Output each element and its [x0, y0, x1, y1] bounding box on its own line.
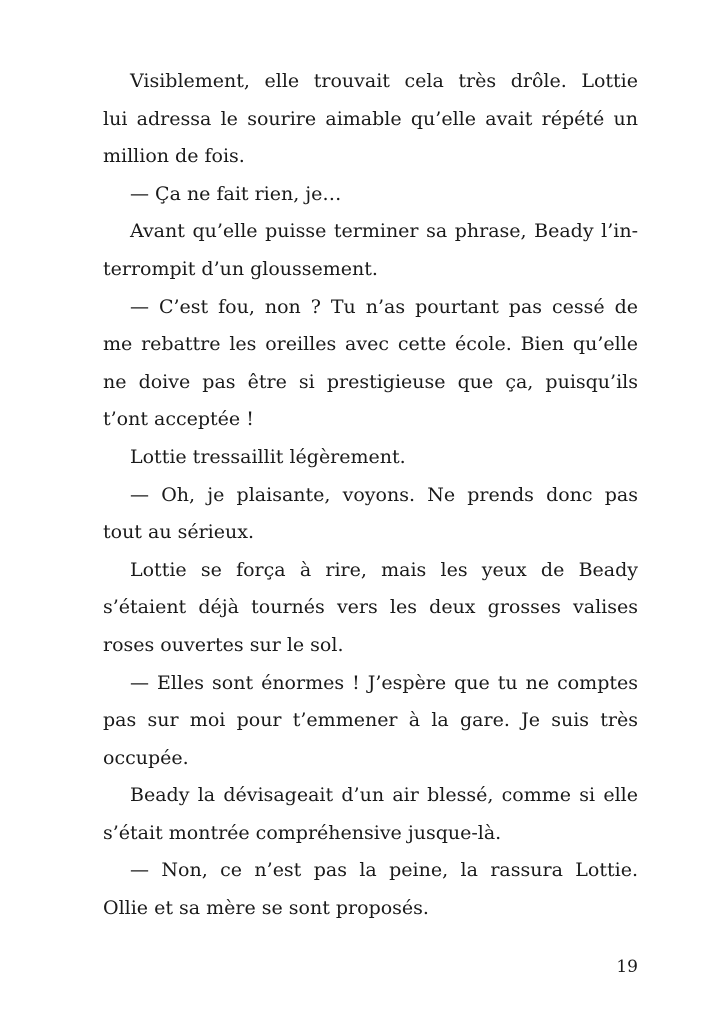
- page-body: [103, 63, 638, 928]
- paragraph: [103, 552, 638, 665]
- text-line: — Oh, je plaisante, voyons. Ne prends donc pas: [130, 483, 638, 506]
- text-line: Avant qu’elle puisse terminer sa phrase, Beady l’in-: [130, 220, 638, 243]
- paragraph: [103, 665, 638, 778]
- text-line: Lottie tressaillit légèrement.: [130, 445, 406, 468]
- text-line: ne doive pas être si prestigieuse que ça, puisqu’ils: [103, 370, 638, 393]
- page-number: 19: [616, 957, 638, 977]
- paragraph: [103, 777, 638, 852]
- text-line: Visiblement, elle trouvait cela très drôle. Lottie: [130, 70, 638, 92]
- paragraph: [103, 63, 638, 176]
- text-line: occupée.: [103, 746, 189, 769]
- text-line: lui adressa le sourire aimable qu’elle avait répété un: [103, 107, 638, 130]
- paragraph: [103, 852, 638, 927]
- text-line: pas sur moi pour t’emmener à la gare. Je suis très: [103, 709, 638, 732]
- text-line: Ollie et sa mère se sont proposés.: [103, 897, 429, 920]
- paragraph: [103, 439, 638, 477]
- paragraph: [103, 176, 638, 214]
- text-line: tout au sérieux.: [103, 521, 254, 544]
- text-line: million de fois.: [103, 145, 245, 168]
- text-line: terrompit d’un gloussement.: [103, 257, 378, 280]
- text-line: — Ça ne fait rien, je…: [130, 182, 342, 205]
- text-line: Beady la dévisageait d’un air blessé, comme si elle: [130, 784, 638, 807]
- text-line: s’étaient déjà tournés vers les deux grosses valises: [103, 596, 638, 619]
- text-line: — C’est fou, non ? Tu n’as pourtant pas cessé de: [130, 295, 638, 318]
- paragraph: [103, 213, 638, 288]
- text-line: Lottie se força à rire, mais les yeux de Beady: [130, 558, 638, 581]
- text-line: roses ouvertes sur le sol.: [103, 633, 344, 656]
- text-line: — Elles sont énormes ! J’espère que tu ne comptes: [130, 671, 638, 694]
- text-line: t’ont acceptée !: [103, 408, 254, 431]
- paragraph: [103, 289, 638, 439]
- paragraph: [103, 477, 638, 552]
- text-line: me rebattre les oreilles avec cette école. Bien qu’elle: [103, 333, 638, 356]
- text-line: s’était montrée compréhensive jusque-là.: [103, 821, 502, 844]
- text-line: — Non, ce n’est pas la peine, la rassura Lottie.: [130, 859, 638, 882]
